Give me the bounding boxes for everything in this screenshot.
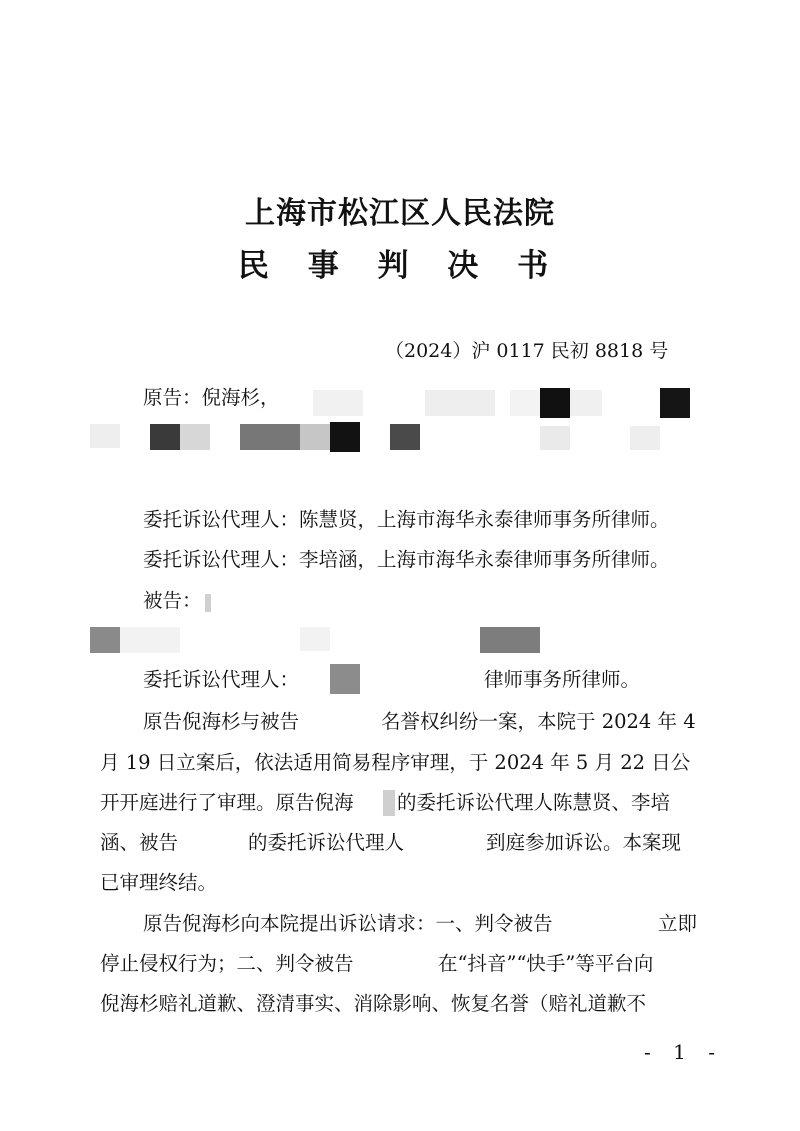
body-text: 停止侵权行为；二、判令被告	[100, 952, 354, 975]
body-text: 开开庭进行了审理。原告倪海	[100, 791, 354, 814]
redaction-block	[510, 390, 540, 416]
document-type: 民 事 判 决 书	[237, 248, 563, 284]
body-text: 的委托诉讼代理人陈慧贤、李培	[397, 791, 671, 814]
redaction-block	[300, 627, 330, 651]
redaction-block	[90, 627, 120, 653]
body-text: 到庭参加诉讼。本案现	[486, 831, 682, 854]
redaction-block	[383, 790, 395, 816]
redaction-block	[300, 424, 330, 450]
plaintiff-agent-1: 委托诉讼代理人：陈慧贤，上海市海华永泰律师事务所律师。	[143, 508, 670, 531]
case-number: （2024）沪 0117 民初 8818 号	[385, 340, 669, 362]
body-text: 在“抖音”“快手”等平台向	[438, 952, 654, 975]
redaction-block	[330, 422, 360, 452]
body-text: 已审理终结。	[100, 871, 218, 894]
redaction-block	[180, 424, 210, 450]
plaintiff-line: 原告：倪海杉，	[143, 386, 280, 409]
redaction-block	[90, 424, 120, 448]
redaction-block	[425, 390, 495, 416]
body-text: 名誉权纠纷一案，本院于 2024 年 4	[381, 710, 696, 733]
page-number: - 1 -	[644, 1040, 723, 1064]
body-text: 原告倪海杉向本院提出诉讼请求：一、判令被告	[143, 912, 553, 935]
defendant-agent-suffix: 律师事务所律师。	[484, 668, 641, 691]
redaction-block	[313, 390, 363, 416]
redaction-block	[390, 424, 420, 450]
redaction-block	[540, 426, 570, 450]
plaintiff-agent-2: 委托诉讼代理人：李培涵，上海市海华永泰律师事务所律师。	[143, 548, 670, 571]
redaction-block	[205, 594, 211, 612]
body-text: 月 19 日立案后，依法适用简易程序审理，于 2024 年 5 月 22 日公	[100, 751, 691, 774]
body-text: 涵、被告	[100, 831, 179, 854]
redaction-block	[570, 390, 602, 416]
defendant-agent-prefix: 委托诉讼代理人：	[143, 668, 300, 691]
court-name: 上海市松江区人民法院	[245, 196, 555, 231]
redaction-block	[540, 388, 570, 418]
redaction-block	[630, 426, 660, 450]
redaction-block	[240, 424, 300, 450]
redaction-block	[480, 627, 540, 653]
body-text: 原告倪海杉与被告	[143, 710, 300, 733]
redaction-block	[120, 627, 180, 653]
body-text: 立即	[658, 912, 698, 935]
redaction-block	[330, 664, 360, 694]
body-text: 倪海杉赔礼道歉、澄清事实、消除影响、恢复名誉（赔礼道歉不	[100, 992, 647, 1015]
redaction-block	[660, 388, 690, 418]
defendant-line: 被告：	[143, 589, 202, 612]
body-text: 的委托诉讼代理人	[248, 831, 405, 854]
redaction-block	[150, 424, 180, 450]
